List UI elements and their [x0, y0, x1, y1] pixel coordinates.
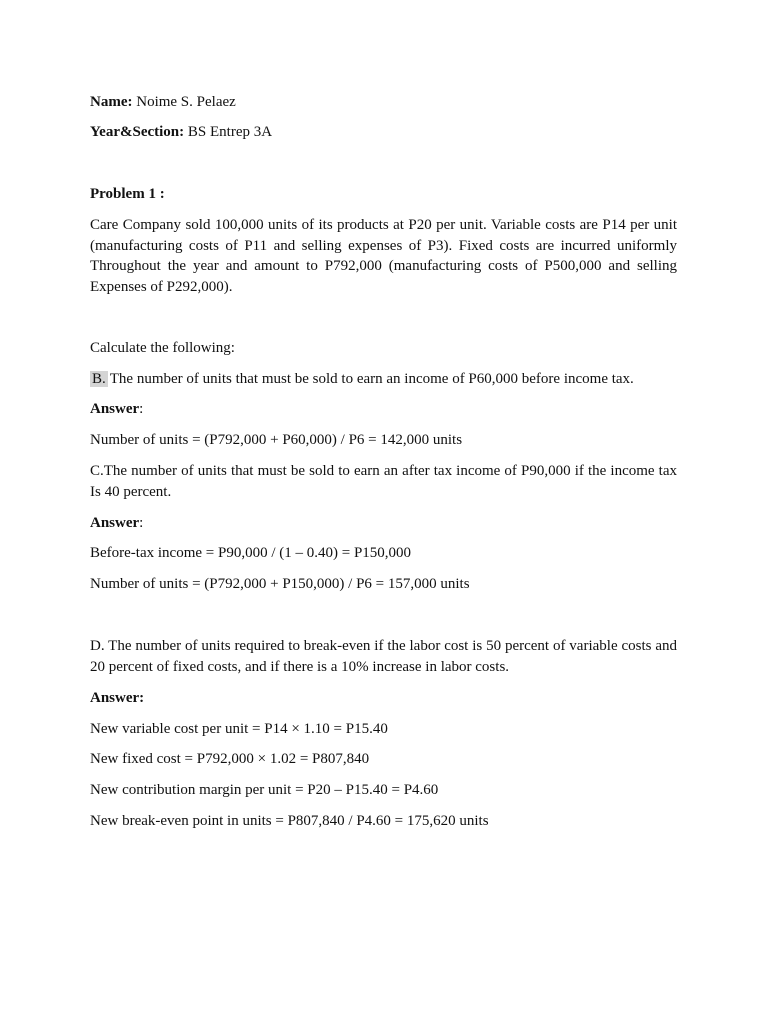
answer-label: Answer:	[90, 690, 145, 706]
part-c-answer	[90, 574, 677, 595]
section-value: BS Entrep 3A	[184, 124, 273, 140]
answer-line: Number of units = (P792,000 + P60,000) / P6 = 142,000 units	[90, 432, 463, 448]
part-b-marker: B.	[92, 371, 106, 387]
problem-line: Expenses of P292,000).	[90, 278, 233, 295]
part-d-question	[90, 636, 677, 677]
answer-line: Before-tax income = P90,000 / (1 – 0.40) = P150,000	[90, 545, 412, 561]
section-label: Year&Section:	[90, 124, 185, 140]
part-b-question-text: The number of units that must be sold to earn an income of P60,000 before income tax.	[109, 371, 634, 387]
part-d-question-line: D. The number of units required to break-even if the labor cost is 50 percent of variable costs and	[90, 638, 677, 654]
answer-label: Answer	[90, 401, 140, 417]
problem-line: Care Company sold 100,000 units of its products at P20 per unit. Variable costs are P14 per unit	[90, 217, 677, 233]
part-c-question	[90, 461, 677, 502]
section-line	[90, 122, 677, 143]
part-d-answer	[90, 719, 677, 740]
answer-label: Answer	[90, 515, 140, 531]
part-d-question-line: 20 percent of fixed costs, and if there is a 10% increase in labor costs.	[90, 658, 510, 675]
instruction-line	[90, 338, 677, 359]
part-b-question	[90, 369, 677, 390]
problem-title-text: Problem 1 :	[90, 186, 165, 202]
part-b-answer-label	[90, 399, 677, 420]
part-c-question-line: Is 40 percent.	[90, 483, 172, 500]
problem-title	[90, 184, 677, 205]
part-d-answer	[90, 749, 677, 770]
part-c-answer-label	[90, 513, 677, 534]
part-b-answer	[90, 430, 677, 451]
answer-colon: :	[139, 515, 144, 531]
name-label: Name:	[90, 94, 133, 110]
part-d-answer	[90, 780, 677, 801]
part-d-answer	[90, 811, 677, 832]
instruction-text: Calculate the following:	[90, 340, 235, 356]
problem-line: Throughout the year and amount to P792,000 (manufacturing costs of P500,000 and selling	[90, 258, 677, 274]
answer-line: New variable cost per unit = P14 × 1.10 = P15.40	[90, 721, 388, 737]
answer-line: New fixed cost = P792,000 × 1.02 = P807,840	[90, 751, 370, 767]
answer-line: Number of units = (P792,000 + P150,000) / P6 = 157,000 units	[90, 576, 470, 592]
problem-line: (manufacturing costs of P11 and selling expenses of P3). Fixed costs are incurred uniformly	[90, 237, 677, 254]
part-c-answer	[90, 543, 677, 564]
name-value: Noime S. Pelaez	[132, 94, 236, 110]
name-line	[90, 92, 677, 113]
answer-line: New break-even point in units = P807,840 / P4.60 = 175,620 units	[90, 813, 489, 829]
answer-colon: :	[139, 401, 144, 417]
part-c-question-line: C.The number of units that must be sold to earn an after tax income of P90,000 if the income tax	[90, 463, 677, 479]
problem-statement	[90, 215, 677, 297]
part-d-answer-label	[90, 688, 677, 709]
answer-line: New contribution margin per unit = P20 – P15.40 = P4.60	[90, 782, 439, 798]
